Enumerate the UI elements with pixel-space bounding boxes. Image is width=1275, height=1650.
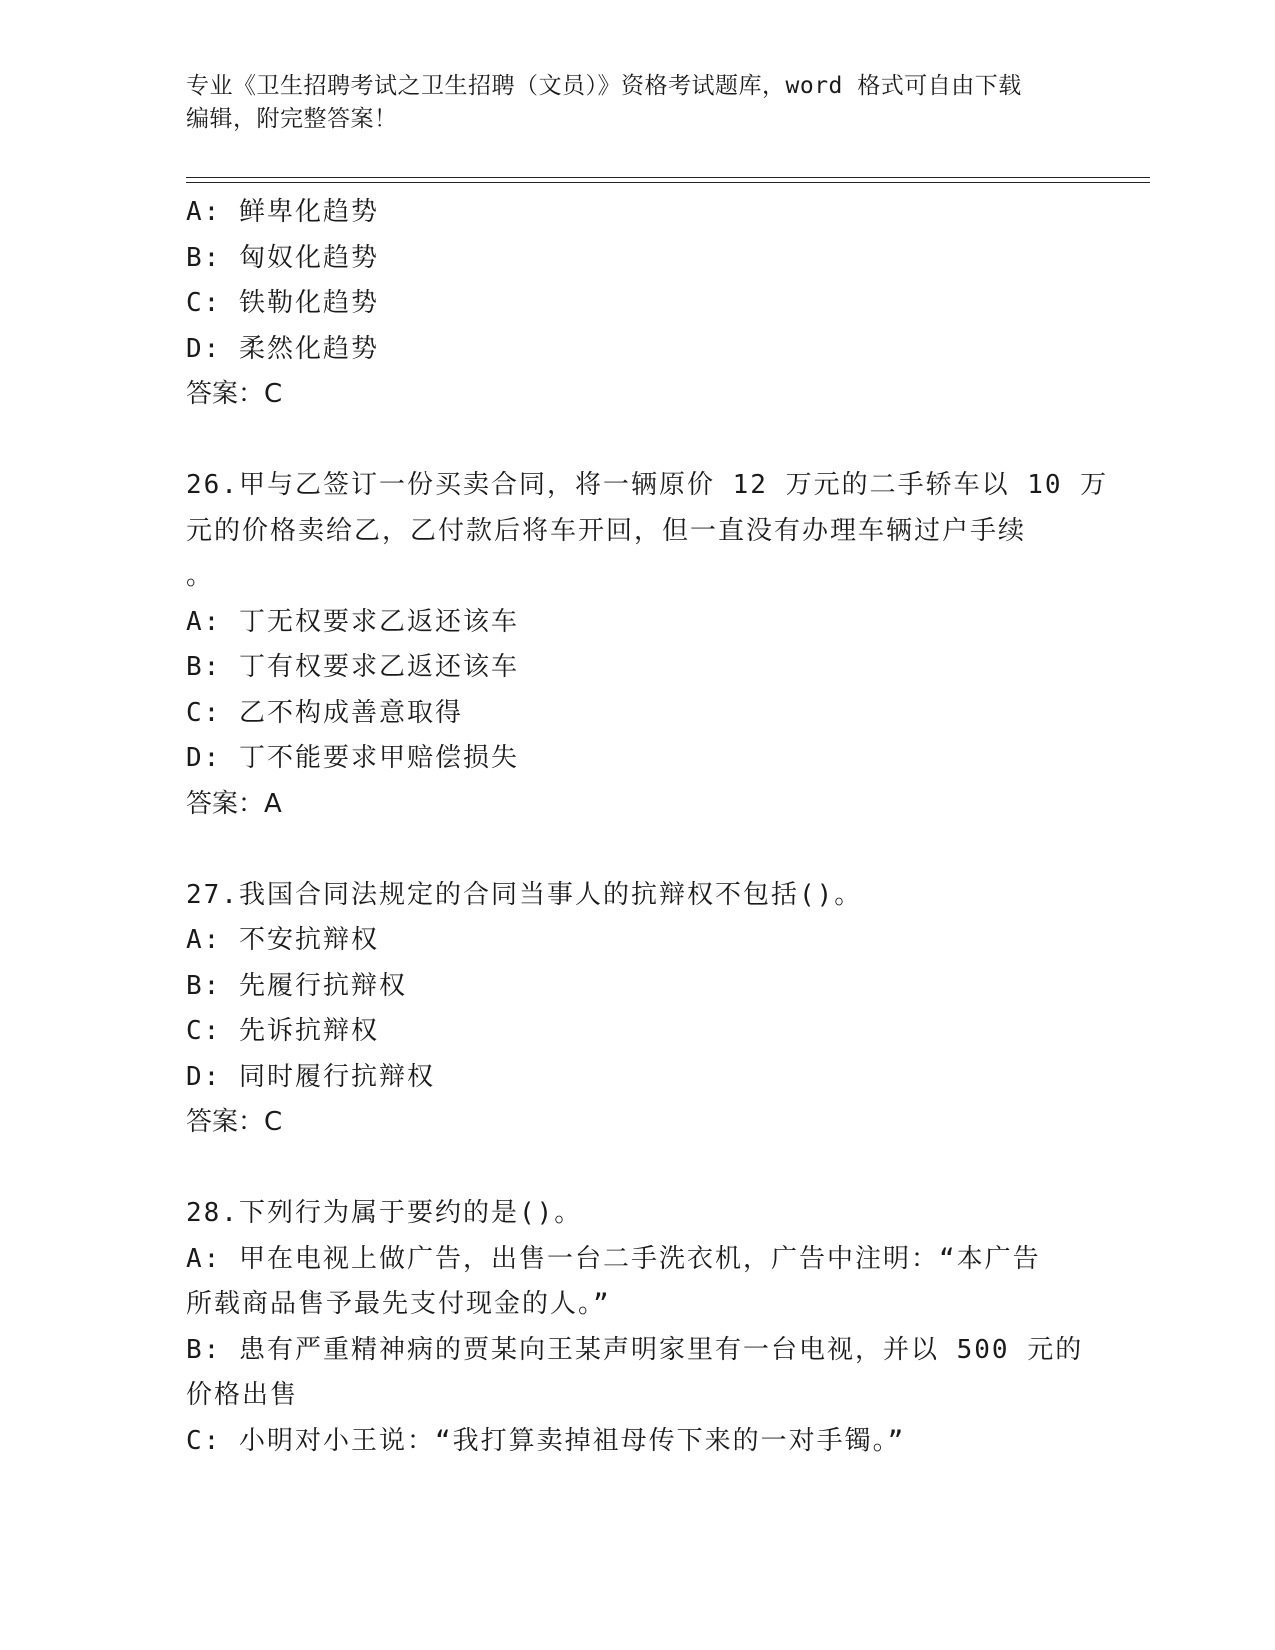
header-rule-top — [186, 177, 1150, 178]
q28-option-c: C: 小明对小王说：“我打算卖掉祖母传下来的一对手镯。” — [186, 1425, 906, 1456]
q28-option-a-line-2: 所载商品售予最先支付现金的人。” — [186, 1289, 611, 1319]
q25-option-b: B: 匈奴化趋势 — [186, 242, 379, 273]
q27-option-b: B: 先履行抗辩权 — [186, 970, 407, 1001]
q25-option-c: C: 铁勒化趋势 — [186, 288, 379, 318]
q25-option-d: D: 柔然化趋势 — [186, 333, 379, 364]
q26-option-b: B: 丁有权要求乙返还该车 — [186, 652, 519, 682]
document-header — [186, 70, 1066, 136]
q26-option-c: C: 乙不构成善意取得 — [186, 697, 463, 728]
q28-option-a-line-1: A: 甲在电视上做广告，出售一台二手洗衣机，广告中注明：“本广告 — [186, 1243, 1041, 1274]
spacer — [186, 827, 1086, 873]
q27-option-d: D: 同时履行抗辩权 — [186, 1061, 435, 1092]
spacer — [186, 418, 1086, 464]
header-line-1: 专业《卫生招聘考试之卫生招聘（文员）》资格考试题库，word 格式可自由下载 — [186, 73, 1022, 99]
q26-stem-line-2: 元的价格卖给乙，乙付款后将车开回，但一直没有办理车辆过户手续 — [186, 515, 1027, 546]
q26-answer: 答案：A — [186, 788, 282, 819]
q27-option-c: C: 先诉抗辩权 — [186, 1016, 379, 1046]
q27-option-a: A: 不安抗辩权 — [186, 925, 379, 955]
q26-stem-line-1: 26.甲与乙签订一份买卖合同，将一辆原价 12 万元的二手轿车以 10 万 — [186, 470, 1109, 500]
q26-option-d: D: 丁不能要求甲赔偿损失 — [186, 743, 519, 773]
q28-option-b-line-2: 价格出售 — [186, 1380, 299, 1410]
q28-option-b-line-1: B: 患有严重精神病的贾某向王某声明家里有一台电视，并以 500 元的 — [186, 1334, 1084, 1365]
q26-option-a: A: 丁无权要求乙返还该车 — [186, 606, 519, 637]
header-rule-bottom — [186, 182, 1150, 183]
q25-answer: 答案：C — [186, 379, 283, 409]
spacer — [186, 1146, 1086, 1192]
q28-stem: 28.下列行为属于要约的是()。 — [186, 1198, 583, 1228]
q27-answer: 答案：C — [186, 1107, 283, 1137]
header-line-2: 编辑，附完整答案！ — [186, 106, 398, 132]
q26-stem-line-3: 。 — [186, 561, 215, 591]
q27-stem: 27.我国合同法规定的合同当事人的抗辩权不包括()。 — [186, 879, 863, 910]
question-list — [186, 190, 1109, 1464]
q25-option-a: A: 鲜卑化趋势 — [186, 197, 379, 227]
